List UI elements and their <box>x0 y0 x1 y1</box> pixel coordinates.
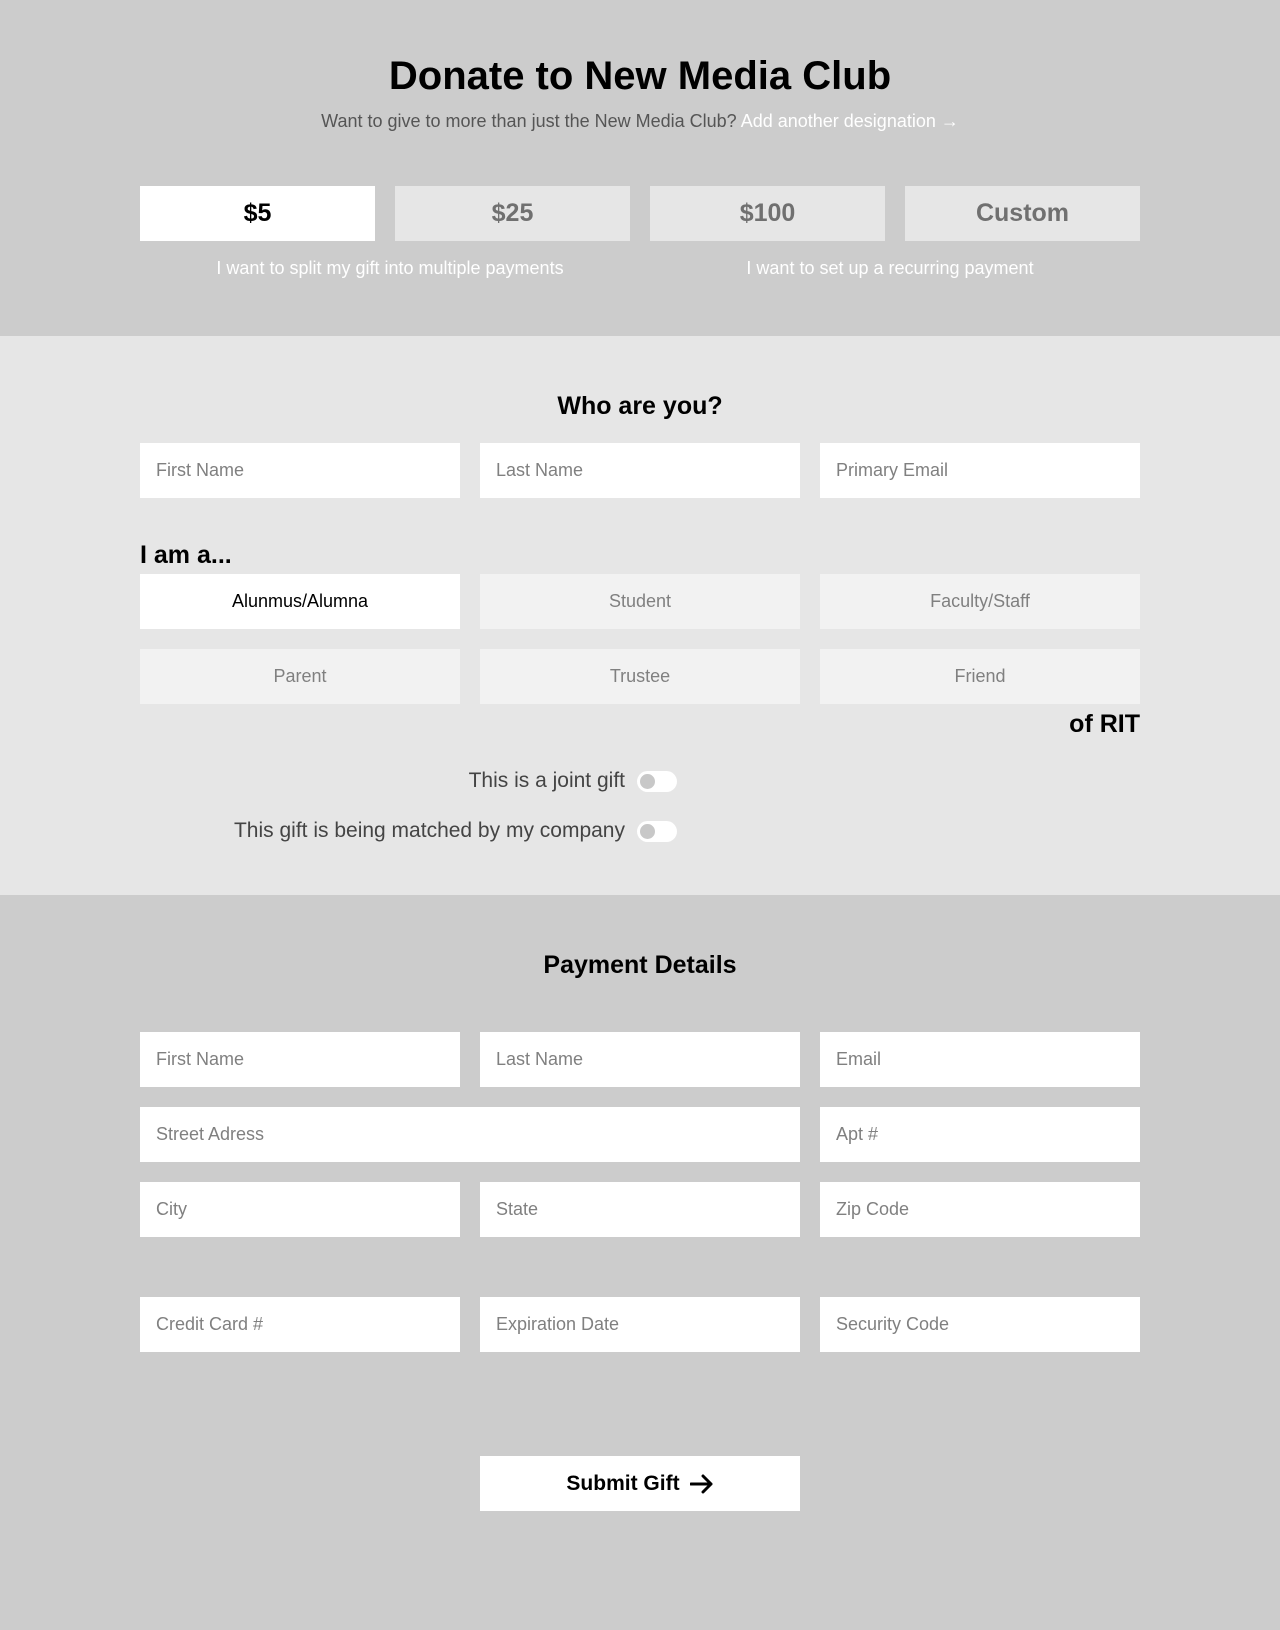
payment-name-row <box>140 1032 1140 1087</box>
amount-options <box>140 186 1140 241</box>
payment-options <box>140 257 1140 279</box>
street-address-input[interactable] <box>140 1107 800 1162</box>
relation-row-1 <box>140 574 1140 629</box>
joint-gift-row <box>140 769 1140 793</box>
expiration-date-input[interactable] <box>480 1297 800 1352</box>
relation-trustee-button[interactable]: Trustee <box>480 649 800 704</box>
recurring-payment-link[interactable]: I want to set up a recurring payment <box>746 258 1034 278</box>
donor-email-input[interactable] <box>820 443 1140 498</box>
credit-card-input[interactable] <box>140 1297 460 1352</box>
relation-row-2 <box>140 649 1140 704</box>
toggle-knob <box>640 774 655 789</box>
relation-parent-button[interactable]: Parent <box>140 649 460 704</box>
subtitle-text: Want to give to more than just the New Media Club? <box>321 111 737 131</box>
page-title: Donate to New Media Club <box>388 54 892 98</box>
payment-email-input[interactable] <box>820 1032 1140 1087</box>
payment-section <box>0 895 1280 1630</box>
relation-student-button[interactable]: Student <box>480 574 800 629</box>
card-row <box>140 1297 1140 1352</box>
joint-gift-label: This is a joint gift <box>468 769 625 792</box>
zip-code-input[interactable] <box>820 1182 1140 1237</box>
matched-gift-label: This gift is being matched by my company <box>233 819 625 842</box>
state-input[interactable] <box>480 1182 800 1237</box>
submit-gift-label: Submit Gift <box>566 1471 680 1495</box>
toggle-knob <box>640 824 655 839</box>
apt-input[interactable] <box>820 1107 1140 1162</box>
relation-alumnus-button[interactable]: Alunmus/Alumna <box>140 574 460 629</box>
joint-gift-toggle[interactable] <box>637 771 677 792</box>
amount-5-button[interactable]: $5 <box>140 186 375 241</box>
city-row <box>140 1182 1140 1237</box>
amount-section <box>0 0 1280 336</box>
matched-gift-row <box>140 819 1140 843</box>
relation-faculty-staff-button[interactable]: Faculty/Staff <box>820 574 1140 629</box>
matched-gift-toggle[interactable] <box>637 821 677 842</box>
add-designation-link[interactable]: Add another designation → <box>740 111 959 131</box>
who-section <box>0 336 1280 895</box>
i-am-heading: I am a... <box>140 541 232 569</box>
amount-25-button[interactable]: $25 <box>395 186 630 241</box>
relation-friend-button[interactable]: Friend <box>820 649 1140 704</box>
who-title: Who are you? <box>557 392 723 420</box>
split-payments-link[interactable]: I want to split my gift into multiple payments <box>216 258 564 278</box>
subtitle <box>140 110 1140 132</box>
payment-title: Payment Details <box>543 951 737 979</box>
address-row <box>140 1107 1140 1162</box>
payment-first-name-input[interactable] <box>140 1032 460 1087</box>
payment-last-name-input[interactable] <box>480 1032 800 1087</box>
of-rit-label: of RIT <box>1069 710 1140 738</box>
submit-gift-button[interactable] <box>480 1456 800 1511</box>
donor-last-name-input[interactable] <box>480 443 800 498</box>
arrow-right-icon <box>690 1474 714 1494</box>
amount-custom-button[interactable]: Custom <box>905 186 1140 241</box>
who-fields <box>140 443 1140 498</box>
security-code-input[interactable] <box>820 1297 1140 1352</box>
donor-first-name-input[interactable] <box>140 443 460 498</box>
amount-100-button[interactable]: $100 <box>650 186 885 241</box>
city-input[interactable] <box>140 1182 460 1237</box>
